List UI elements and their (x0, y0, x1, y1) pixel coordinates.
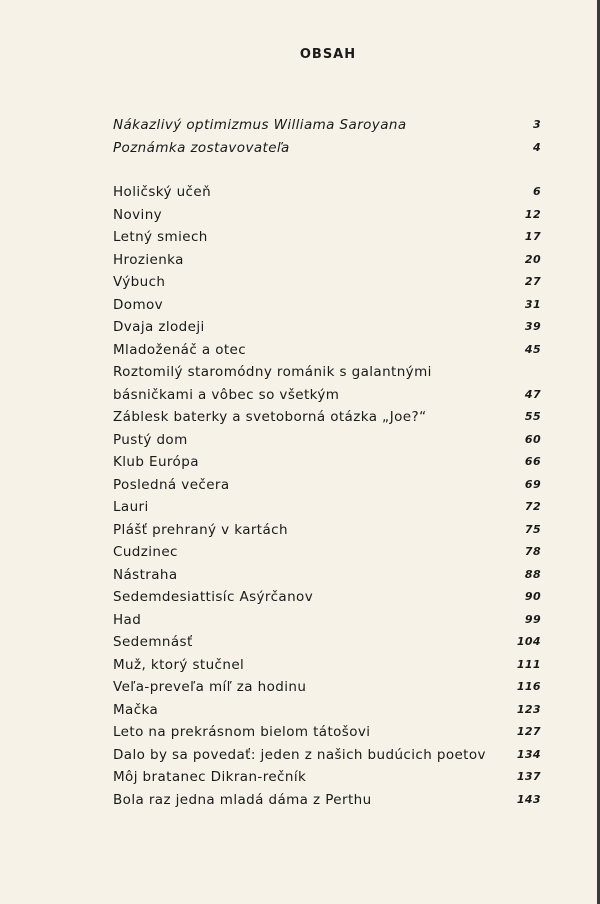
toc-row (113, 181, 541, 204)
toc-page-number: 17 (524, 230, 541, 243)
toc-row (113, 474, 541, 497)
toc-intro-row (113, 137, 541, 160)
toc-row (113, 766, 541, 789)
toc-row (113, 339, 541, 362)
toc-title: Muž, ktorý stučnel (113, 656, 245, 673)
toc-title: Roztomilý staromódny románik s galantnými (113, 364, 432, 380)
toc-row (113, 361, 541, 384)
toc-page-number: 60 (524, 432, 541, 446)
toc-row (113, 384, 541, 407)
toc-page-number: 75 (524, 522, 541, 536)
toc-page-number: 45 (524, 342, 541, 356)
toc-row (113, 496, 541, 519)
toc-page-number: 90 (524, 590, 541, 603)
toc-page-number: 134 (516, 747, 541, 761)
toc-title: Nástraha (113, 566, 178, 583)
toc-row (113, 271, 541, 294)
toc-row (113, 654, 541, 677)
toc-title: Hrozienka (113, 251, 184, 268)
toc-page-number: 88 (524, 567, 541, 581)
toc-title: Sedemnásť (113, 634, 193, 650)
toc-page-number: 127 (516, 725, 541, 738)
toc-row (113, 631, 541, 654)
toc-title: Výbuch (113, 274, 166, 290)
toc-title: Mladoženáč a otec (113, 341, 247, 358)
toc-intro-row (113, 114, 541, 137)
toc-row (113, 249, 541, 272)
toc-page-number: 104 (516, 635, 541, 648)
toc-row (113, 294, 541, 317)
toc-row (113, 226, 541, 249)
toc-title: Záblesk baterky a svetoborná otázka „Joe?“ (113, 409, 427, 425)
toc-row (113, 406, 541, 429)
toc-row (113, 429, 541, 452)
toc-page-number: 39 (524, 320, 541, 333)
toc-title: Sedemdesiattisíc Asýrčanov (113, 589, 314, 605)
page-heading: OBSAH (299, 47, 357, 62)
toc-title: Mačka (113, 701, 159, 718)
toc-row (113, 586, 541, 609)
toc-page-number: 78 (524, 545, 541, 558)
toc-title: Lauri (113, 499, 149, 515)
toc-title: Domov (113, 296, 164, 313)
toc-page-number: 6 (532, 185, 541, 198)
toc-page-number: 31 (524, 297, 541, 311)
toc-title: Pustý dom (113, 431, 188, 448)
toc-title: Had (113, 611, 142, 628)
toc-page-number: 4 (532, 140, 541, 154)
toc-title: Noviny (113, 206, 163, 223)
toc-page-number: 72 (524, 500, 541, 513)
toc-title: Leto na prekrásnom bielom tátošovi (113, 724, 371, 740)
toc-title: Plášť prehraný v kartách (113, 521, 288, 538)
toc-page-number: 47 (524, 387, 541, 401)
toc-page-number: 66 (524, 455, 541, 468)
toc-page-number: 137 (516, 770, 541, 783)
toc-title: Klub Európa (113, 454, 199, 470)
toc-row (113, 451, 541, 474)
toc-row (113, 699, 541, 722)
toc-page-number: 111 (516, 657, 541, 671)
toc-page-number: 3 (532, 118, 541, 131)
toc-row (113, 789, 541, 812)
toc-title: Letný smiech (113, 229, 208, 245)
toc-row (113, 316, 541, 339)
intro-list (113, 114, 541, 159)
toc-title: Posledná večera (113, 476, 230, 493)
toc-title: Holičský učeň (113, 184, 212, 200)
toc-row (113, 519, 541, 542)
toc-row (113, 541, 541, 564)
toc-title: Nákazlivý optimizmus Williama Saroyana (113, 117, 407, 133)
toc-title: Bola raz jedna mladá dáma z Perthu (113, 791, 372, 808)
toc-row (113, 676, 541, 699)
toc-page-number: 123 (516, 702, 541, 716)
toc-page-number: 12 (524, 207, 541, 221)
toc-row (113, 204, 541, 227)
toc-title: Poznámka zostavovateľa (113, 139, 290, 156)
contents-list (113, 181, 541, 811)
toc-row (113, 744, 541, 767)
toc-page-number: 55 (524, 410, 541, 423)
toc-title: Dalo by sa povedať: jeden z našich budúcich poetov (113, 746, 486, 763)
toc-title: básničkami a vôbec so všetkým (113, 386, 340, 403)
toc-page-number: 116 (516, 680, 541, 693)
toc-title: Dvaja zlodeji (113, 319, 205, 335)
toc-page-number: 143 (516, 792, 541, 806)
toc-title: Môj bratanec Dikran-rečník (113, 769, 307, 785)
toc-title: Cudzinec (113, 544, 178, 560)
toc-row (113, 609, 541, 632)
toc-page-number: 69 (524, 477, 541, 491)
toc-title: Veľa-preveľa míľ za hodinu (113, 679, 307, 695)
toc-page-number: 20 (524, 252, 541, 266)
toc-row (113, 721, 541, 744)
toc-page-number: 27 (524, 275, 541, 288)
toc-page-number: 99 (524, 612, 541, 626)
toc-row (113, 564, 541, 587)
